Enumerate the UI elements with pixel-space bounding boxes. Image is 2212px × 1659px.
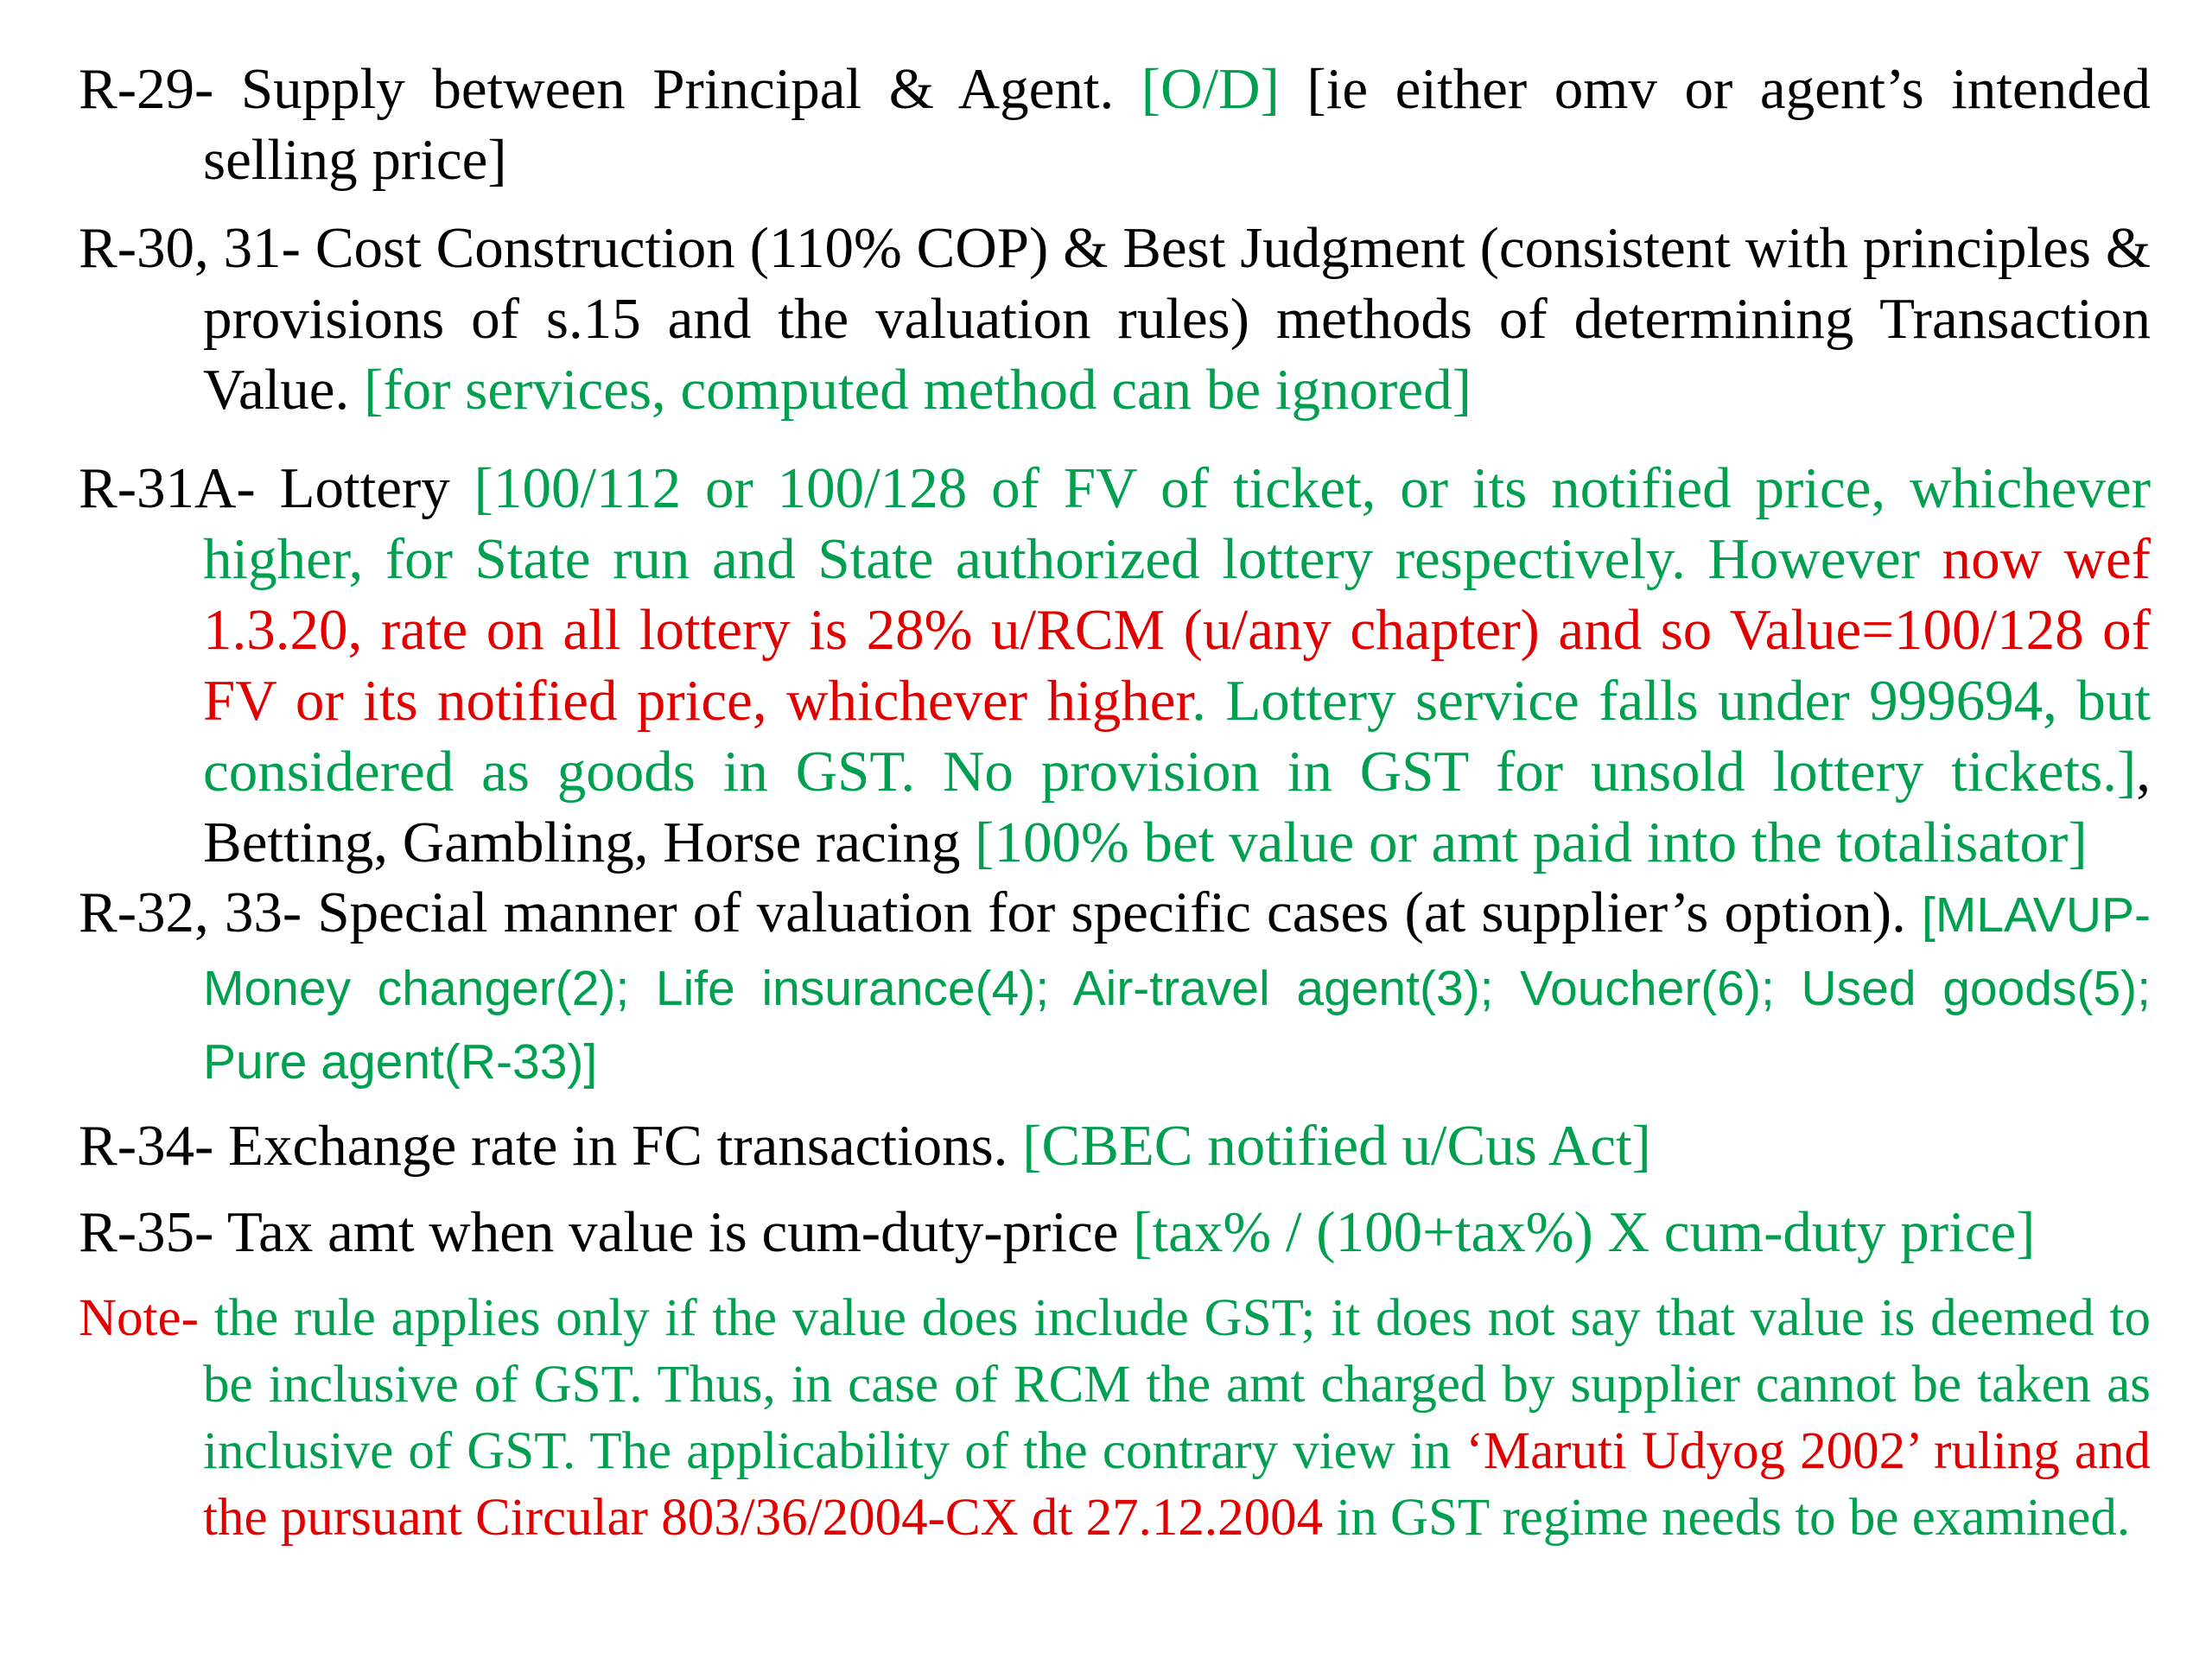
- rule-r35-text: R-35- Tax amt when value is cum-duty-price: [79, 1200, 1134, 1264]
- rule-r29-detail: [ie either omv or agent’s intended selling price]: [203, 57, 2151, 192]
- rule-r32-33: [79, 877, 2151, 1097]
- rule-r29-label: R-29- Supply between Principal & Agent.: [79, 57, 1141, 121]
- rule-r31a-amendment: now wef 1.3.20, rate on all lottery is 28% u/RCM (u/any chapter) and so Value=100/128 of FV or its notified price, whichever higher: [203, 527, 2151, 733]
- note-body: the rule applies only if the value does include GST; it does not say that value is deemed to be inclusive of GST. Thus, in case of RCM the amt charged by supplier cannot be taken as inclusive of GST. The applicability of the contrary view in: [203, 1289, 2151, 1480]
- rule-r31a-label: R-31A- Lottery: [79, 456, 474, 520]
- note-label: Note-: [79, 1289, 214, 1347]
- rule-r30-31: [79, 213, 2151, 425]
- rule-r30-31-text: R-30, 31- Cost Construction (110% COP) & Best Judgment (consistent with principles & provisions of s.15 and the valuation rules) methods of determining Transaction Value.: [79, 216, 2151, 422]
- rule-r32-33-cases: [MLAVUP- Money changer(2); Life insurance(4); Air-travel agent(3); Voucher(6); Used goods(5); Pure agent(R-33)]: [203, 887, 2151, 1090]
- note-citation: ‘Maruti Udyog 2002’ ruling and the pursuant Circular 803/36/2004-CX dt 27.12.2004: [203, 1422, 2152, 1547]
- note: [79, 1285, 2151, 1551]
- rule-r29-tag: [O/D]: [1141, 57, 1280, 121]
- note-conclusion: in GST regime needs to be examined.: [1323, 1489, 2131, 1547]
- rule-r34-note: [CBEC notified u/Cus Act]: [1022, 1114, 1651, 1178]
- rule-r31a-lottery-value: [100/112 or 100/128 of FV of ticket, or its notified price, whichever higher, for State run and State authorized lottery respectively. However: [203, 456, 2152, 591]
- rule-r35-formula: [tax% / (100+tax%) X cum-duty price]: [1133, 1200, 2036, 1264]
- rule-r34-text: R-34- Exchange rate in FC transactions.: [79, 1114, 1023, 1178]
- rule-r29: [79, 54, 2151, 195]
- rule-r31a-classification: . Lottery service falls under 999694, but considered as goods in GST. No provision in GST for unsold lottery tickets.]: [203, 669, 2151, 804]
- rule-r31a: [79, 453, 2151, 878]
- rule-r34: [79, 1110, 2151, 1181]
- rule-r35: [79, 1197, 2151, 1268]
- rule-r31a-betting: , Betting, Gambling, Horse racing: [203, 740, 2151, 874]
- rule-r30-31-note: [for services, computed method can be ignored]: [364, 358, 1471, 422]
- rule-r32-33-text: R-32, 33- Special manner of valuation for specific cases (at supplier’s option).: [79, 880, 1922, 944]
- rule-r31a-bet-value: [100% bet value or amt paid into the totalisator]: [975, 810, 2088, 874]
